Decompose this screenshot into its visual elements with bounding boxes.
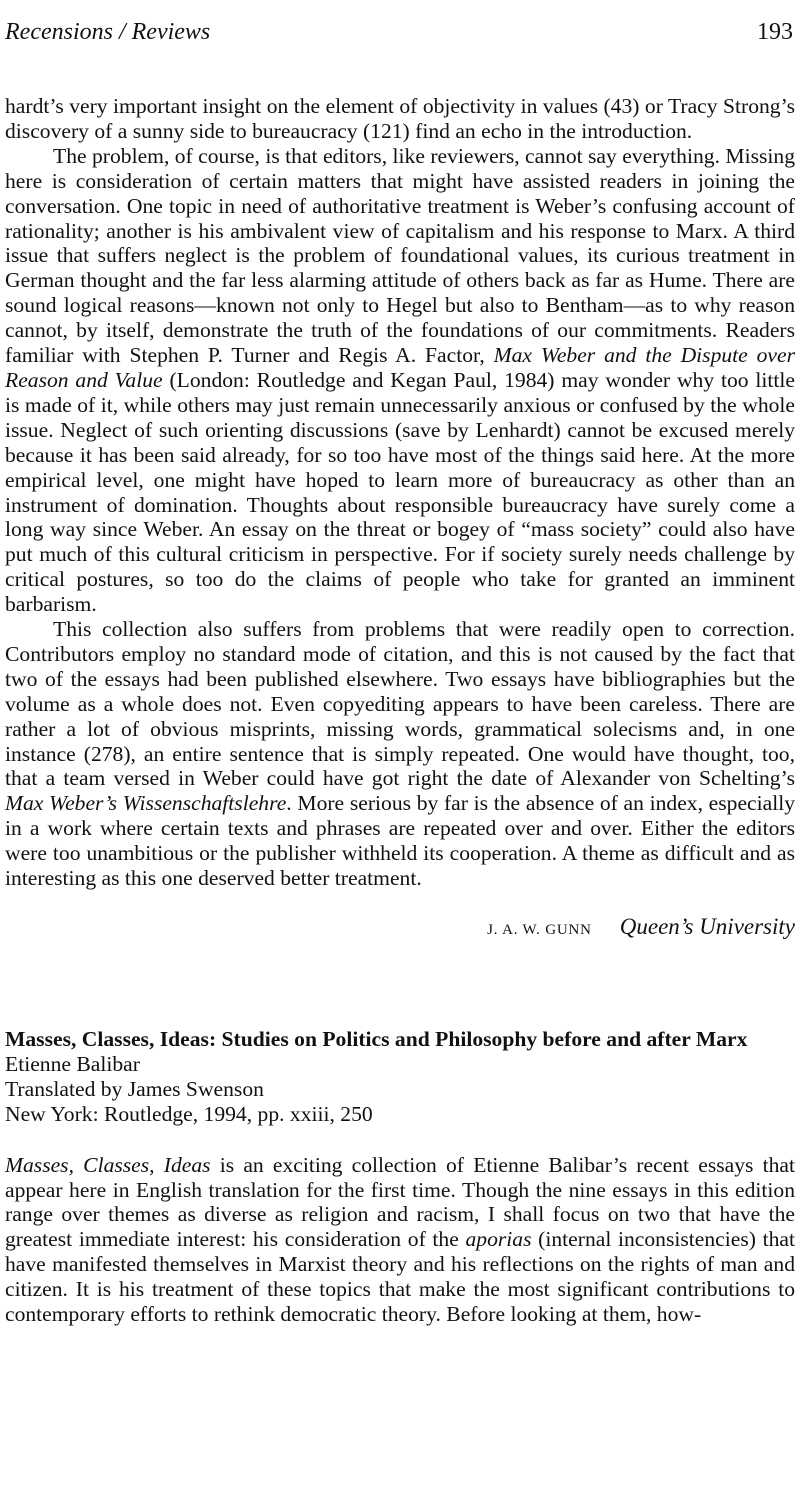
book-translator: Translated by James Swenson xyxy=(5,1076,264,1101)
review-signature xyxy=(5,914,795,943)
book-entry xyxy=(5,1027,795,1127)
book-title: Masses, Classes, Ideas: Studies on Politics and Philosophy before and after Marx xyxy=(5,1027,748,1051)
reviewer-affiliation: Queen’s University xyxy=(619,914,795,939)
review-paragraph: This collection also suffers from problems that were readily open to correction. Contributors employ no standard mode of citation, and this is not caused by the fact that two of the essays had been published elsewhere. Two essays have bibliographies but the volume as a whole does not. Even copyediting appears to have been careless. There are rather a lot of obvious misprints, missing words, grammatical solecisms and, in one instance (278), an entire sentence that is simply repeated. One would have thought, too, that a team versed in Weber could have got right the date of Alexander von Schelting’s Max Weber’s Wissenschaftslehre. More serious by far is the absence of an index, especially in a work where certain texts and phrases are repeated over and over. Either the editors were too unambitious or the publisher withheld its cooperation. A theme as difficult and as interesting as this one deserved better treatment. xyxy=(5,617,796,891)
section-title: Recensions / Reviews xyxy=(5,19,211,45)
previous-review xyxy=(5,94,795,943)
book-publication: New York: Routledge, 1994, pp. xxiii, 250 xyxy=(5,1101,373,1126)
italic-title: Max Weber and the Dispute over Reason and Value xyxy=(5,343,795,392)
review-paragraph: The problem, of course, is that editors, like reviewers, cannot say everything. Missing here is consideration of certain matters that might have assisted readers in joining the conversation. One topic in need of authoritative treatment is Weber’s confusing account of rationality; another is his ambivalent view of capitalism and his response to Marx. A third issue that suffers neglect is the problem of foundational values, its curious treatment in German thought and the far less alarming attitude of others back as far as Hume. There are sound logical reasons—known not only to Hegel but also to Bentham—as to why reason cannot, by itself, demonstrate the truth of the foundations of our commitments. Readers familiar with Stephen P. Turner and Regis A. Factor, Max Weber and the Dispute over Reason and Value (London: Routledge and Kegan Paul, 1984) may wonder why too little is made of it, while others may just remain unnecessarily anxious or confused by the whole issue. Neglect of such orienting discussions (save by Lenhardt) cannot be excused merely because it has been said already, for so too have most of the things said here. At the more empirical level, one might have hoped to learn more of bureaucracy as other than an instrument of domination. Thoughts about responsible bureaucracy have surely come a long way since Weber. An essay on the threat or bogey of “mass society” could also have put much of this cultural criticism in perspective. For if society surely needs challenge by critical postures, so too do the claims of people who take for granted an imminent barbarism. xyxy=(5,143,795,617)
running-head xyxy=(5,18,795,52)
book-author: Etienne Balibar xyxy=(5,1051,140,1076)
italic-title: Masses, Classes, Ideas xyxy=(5,1152,211,1177)
italic-title: Max Weber’s Wissenschaftslehre xyxy=(5,791,287,816)
italic-title: aporias xyxy=(465,1227,532,1252)
review-paragraph: Masses, Classes, Ideas is an exciting collection of Etienne Balibar’s recent essays that appear here in English translation for the first time. Though the nine essays in this edition range over themes as diverse as religion and racism, I shall focus on two that have the greatest immediate interest: his consideration of the aporias (internal inconsistencies) that have manifested themselves in Marxist theory and his reflections on the rights of man and citizen. It is his treatment of these topics that make the most significant contributions to contemporary efforts to rethink democratic theory. Before looking at them, how- xyxy=(5,1152,795,1327)
reviewer-name: J. A. W. GUNN xyxy=(487,922,592,938)
page-number: 193 xyxy=(757,19,793,45)
new-review xyxy=(5,1153,795,1327)
review-paragraph: hardt’s very important insight on the element of objectivity in values (43) or Tracy Strong’s discovery of a sunny side to bureaucracy (121) find an echo in the introduction. xyxy=(5,94,795,143)
page xyxy=(5,18,795,1327)
